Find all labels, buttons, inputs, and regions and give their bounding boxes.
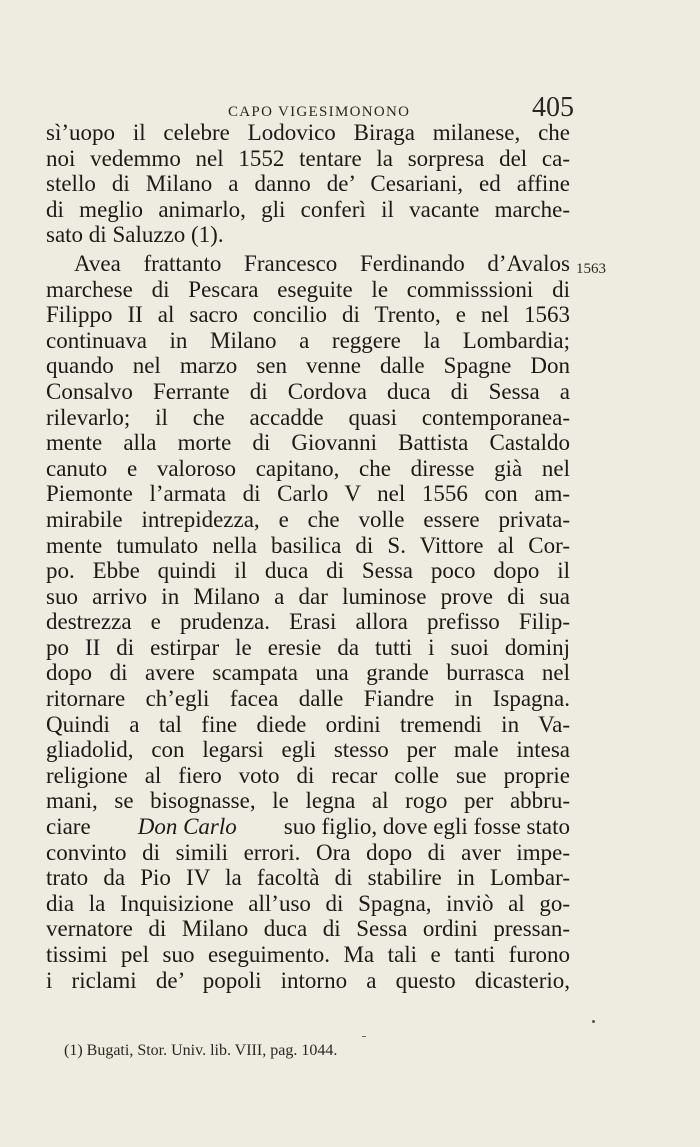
text-line: religione al fiero voto di recar colle sue proprie bbox=[46, 762, 570, 788]
text-line: sato di Saluzzo (1). bbox=[46, 222, 224, 248]
text-line: canuto e valoroso capitano, che diresse già nel bbox=[46, 455, 570, 481]
text-fragment: ciare bbox=[46, 814, 91, 840]
text-line: convinto di simili errori. Ora dopo di aver impe- bbox=[46, 839, 570, 865]
text-line: continuava in Milano a reggere la Lombardia; bbox=[46, 327, 570, 353]
text-line: destrezza e prudenza. Erasi allora prefisso Filip- bbox=[46, 609, 570, 635]
italic-title: Don Carlo bbox=[137, 814, 237, 840]
text-line: vernatore di Milano duca di Sessa ordini pressan- bbox=[46, 916, 570, 942]
text-line: Piemonte l’armata di Carlo V nel 1556 con am- bbox=[46, 481, 570, 507]
text-line: mani, se bisognasse, le legna al rogo per abbru- bbox=[46, 788, 570, 814]
text-fragment: suo figlio, dove egli fosse stato bbox=[283, 814, 570, 840]
text-line: Filippo II al sacro concilio di Trento, e nel 1563 bbox=[46, 302, 570, 328]
text-line: quando nel marzo sen venne dalle Spagne Don bbox=[46, 353, 570, 379]
text-line: di meglio animarlo, gli conferì il vacante marche- bbox=[46, 196, 570, 222]
footnote-rule bbox=[362, 1036, 366, 1037]
text-line bbox=[46, 814, 570, 840]
text-line: Avea frattanto Francesco Ferdinando d’Avalos bbox=[74, 250, 570, 276]
text-line: suo arrivo in Milano a dar luminose prove di sua bbox=[46, 583, 570, 609]
text-line: stello di Milano a danno de’ Cesariani, ed affine bbox=[46, 171, 570, 197]
text-line: ritornare ch’egli facea dalle Fiandre in Ispagna. bbox=[46, 686, 570, 712]
body-text bbox=[46, 120, 570, 993]
text-line: tissimi pel suo eseguimento. Ma tali e tanti furono bbox=[46, 942, 570, 967]
text-line: trato da Pio IV la facoltà di stabilire in Lombar- bbox=[46, 865, 570, 891]
text-line: dia la Inquisizione all’uso di Spagna, inviò al go- bbox=[46, 890, 570, 916]
text-line: noi vedemmo nel 1552 tentare la sorpresa del ca- bbox=[46, 145, 570, 171]
text-line: po II di estirpar le eresie da tutti i suoi dominj bbox=[46, 634, 570, 660]
text-line: i riclami de’ popoli intorno a questo dicasterio, bbox=[46, 967, 570, 993]
page-number: 405 bbox=[532, 92, 574, 123]
text-line: marchese di Pescara eseguite le commisssioni di bbox=[46, 276, 570, 302]
margin-year-note: 1563 bbox=[576, 261, 606, 277]
footnote: (1) Bugati, Stor. Univ. lib. VIII, pag. 1044. bbox=[64, 1042, 338, 1059]
text-line: mirabile intrepidezza, e che volle essere privata- bbox=[46, 506, 570, 532]
margin-dot bbox=[592, 1020, 595, 1023]
text-line: rilevarlo; il che accadde quasi contemporanea- bbox=[46, 404, 570, 430]
text-line: Consalvo Ferrante di Cordova duca di Sessa a bbox=[46, 378, 570, 404]
text-line: sì’uopo il celebre Lodovico Biraga milanese, che bbox=[46, 120, 570, 145]
text-line: Quindi a tal fine diede ordini tremendi in Va- bbox=[46, 711, 570, 737]
text-line: po. Ebbe quindi il duca di Sessa poco dopo il bbox=[46, 558, 570, 584]
text-line: mente alla morte di Giovanni Battista Castaldo bbox=[46, 430, 570, 456]
text-line: mente tumulato nella basilica di S. Vittore al Cor- bbox=[46, 532, 570, 558]
running-title: CAPO VIGESIMONONO bbox=[228, 104, 411, 120]
text-line: gliadolid, con legarsi egli stesso per male intesa bbox=[46, 737, 570, 763]
text-line: dopo di avere scampata una grande burrasca nel bbox=[46, 660, 570, 686]
